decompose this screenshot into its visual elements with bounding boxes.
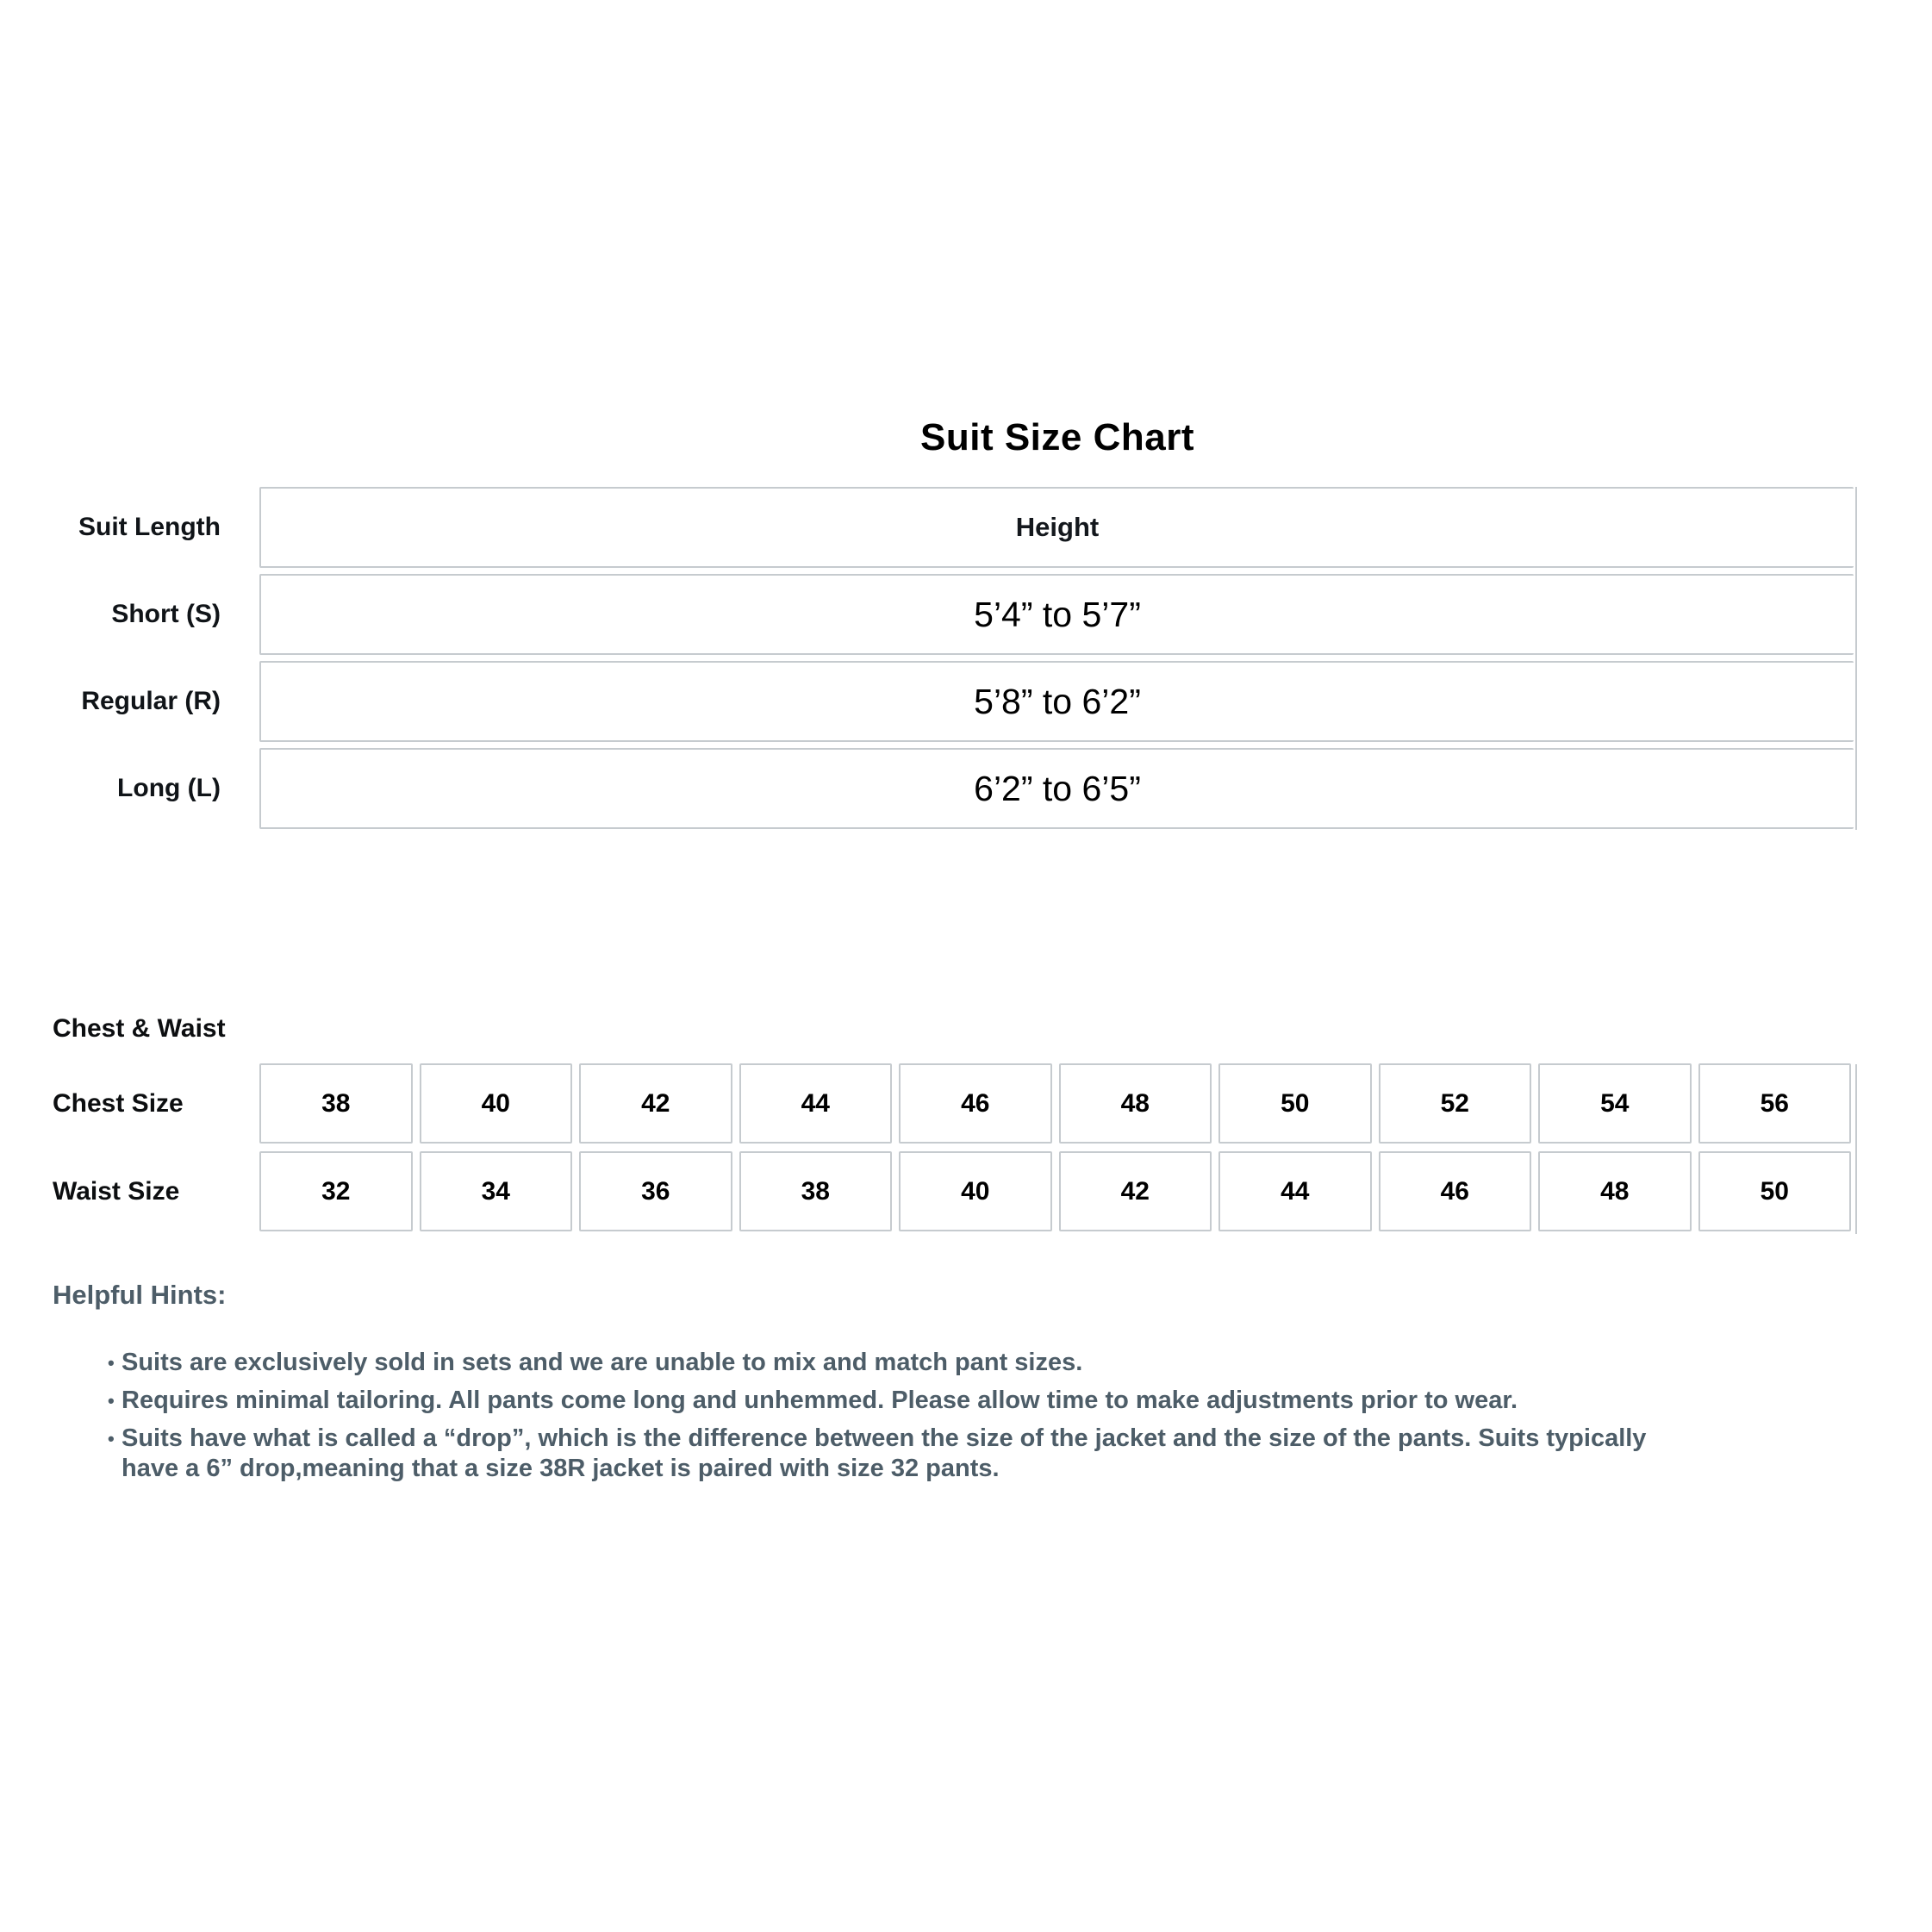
chest-size-cell: 52 [1379,1063,1532,1144]
table-row [0,574,1932,655]
page-title: Suit Size Chart [920,416,1194,458]
waist-size-cell: 38 [739,1151,893,1231]
helpful-hints-heading: Helpful Hints: [53,1280,227,1310]
waist-size-cell: 50 [1698,1151,1852,1231]
chest-size-cell: 54 [1538,1063,1692,1144]
chest-size-cell: 46 [899,1063,1052,1144]
hint-item: • Requires minimal tailoring. All pants come long and unhemmed. Please allow time to make adjustments prior to wear. [108,1386,1707,1416]
waist-size-cell: 46 [1379,1151,1532,1231]
waist-size-cell: 32 [259,1151,413,1231]
table-right-edge-line [1855,487,1857,830]
row-label-long: Long (L) [117,774,221,802]
row-label-regular: Regular (R) [81,687,221,715]
chest-size-cell: 44 [739,1063,893,1144]
waist-size-cells [259,1151,1851,1231]
waist-size-cell: 44 [1218,1151,1372,1231]
suit-length-header-label: Suit Length [78,513,221,541]
chest-waist-heading: Chest & Waist [53,1014,226,1043]
chest-size-cell: 42 [579,1063,732,1144]
waist-size-row [0,1151,1932,1231]
chest-size-cell: 40 [420,1063,573,1144]
table-row [0,748,1932,829]
helpful-hints-section [53,1280,1742,1492]
helpful-hints-list [53,1348,1742,1484]
waist-size-cell: 48 [1538,1151,1692,1231]
chest-size-cell: 38 [259,1063,413,1144]
chest-size-cell: 50 [1218,1063,1372,1144]
table-header-row [0,487,1932,568]
chest-size-cell: 56 [1698,1063,1852,1144]
suit-length-table [0,487,1932,835]
height-value-long: 6’2” to 6’5” [259,748,1854,829]
height-value-short: 5’4” to 5’7” [259,574,1854,655]
waist-size-cell: 36 [579,1151,732,1231]
row-label-short: Short (S) [111,600,221,628]
chest-size-label: Chest Size [53,1088,184,1118]
height-header-cell: Height [259,487,1854,568]
chest-waist-section [0,1014,1932,1239]
table-row [0,661,1932,742]
waist-size-label: Waist Size [53,1176,180,1206]
chest-size-cell: 48 [1059,1063,1212,1144]
chest-size-row [0,1063,1932,1144]
waist-size-cell: 34 [420,1151,573,1231]
waist-size-cell: 40 [899,1151,1052,1231]
table-right-edge-line [1855,1064,1857,1234]
chest-size-cells [259,1063,1851,1144]
hint-item: • Suits have what is called a “drop”, which is the difference between the size of the jacket and the size of the pants. Suits typically have a 6” drop,meaning that a size 38R jacket is paired with size 32 pants. [108,1424,1707,1484]
hint-item: • Suits are exclusively sold in sets and we are unable to mix and match pant sizes. [108,1348,1707,1378]
waist-size-cell: 42 [1059,1151,1212,1231]
height-value-regular: 5’8” to 6’2” [259,661,1854,742]
